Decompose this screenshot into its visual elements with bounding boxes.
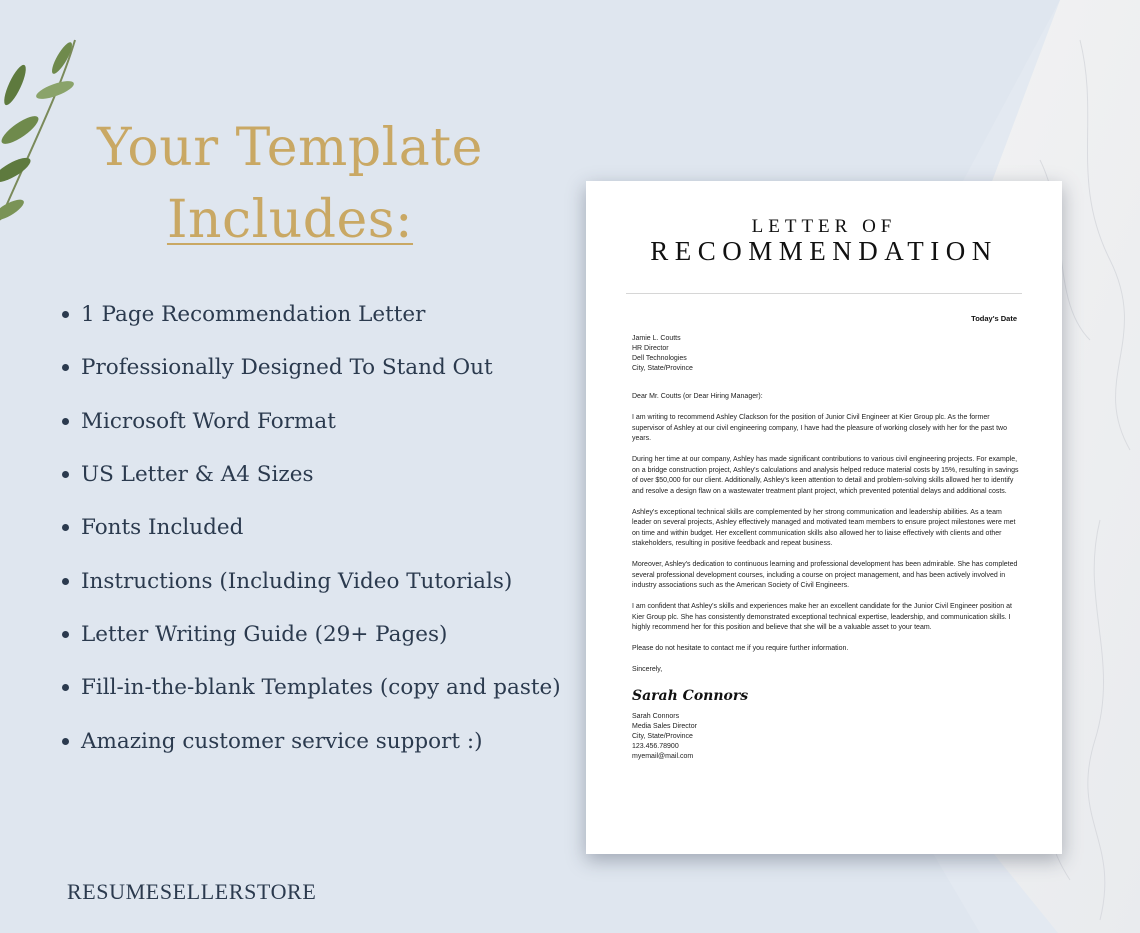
- letter-date: Today's Date: [971, 314, 1017, 323]
- letter-title-small: LETTER OF: [751, 216, 897, 237]
- recipient-block: [632, 334, 1022, 374]
- feature-item: [62, 714, 561, 767]
- letter-paragraph: During her time at our company, Ashley has made significant contributions to various civil engineering projects. For example, on a bridge construction project, Ashley's calculations and analysis helped reduce material costs by 15%, resulting in savings of over $50,000 for our client. Additionally, Ashley's keen attention to detail and problem-solving skills allowed her to identify and resolve a design flaw on a wastewater treatment plant project, which prevented potential delays and additional costs.: [632, 456, 1019, 495]
- feature-list: [62, 288, 561, 768]
- feature-item: [62, 448, 561, 501]
- recipient-location: City, State/Province: [632, 365, 693, 372]
- letter-body: [632, 334, 1022, 762]
- feature-text: Fonts Included: [81, 515, 244, 541]
- bullet-icon: [62, 418, 69, 425]
- letter-paragraph: I am writing to recommend Ashley Clackson for the position of Junior Civil Engineer at Kier Group plc. As the former supervisor of Ashley at our civil engineering company, I have had the pleasure of working closely with her for the past two years.: [632, 414, 1007, 442]
- sender-email: myemail@mail.com: [632, 752, 694, 760]
- bullet-icon: [62, 524, 69, 531]
- brand-name: RESUMESELLERSTORE: [67, 879, 317, 904]
- feature-item: [62, 288, 561, 341]
- closing: Sincerely,: [632, 666, 663, 673]
- bullet-icon: [62, 684, 69, 691]
- headline: [60, 112, 520, 256]
- letter-paragraph: Ashley's exceptional technical skills are complemented by her strong communication and leadership abilities. As a team leader on several projects, Ashley effectively managed and motivated team members to ensure project milestones were met on time and within budget. Her excellent communication skills also allowed her to liaise effectively with clients and other stakeholders, resulting in positive feedback and repeat business.: [632, 508, 1016, 547]
- recipient-company: Dell Technologies: [632, 355, 687, 362]
- bullet-icon: [62, 471, 69, 478]
- feature-item: [62, 554, 561, 607]
- letter-preview: [586, 181, 1062, 854]
- recipient-name: Jamie L. Coutts: [632, 335, 681, 342]
- divider: [626, 293, 1022, 294]
- letter-paragraph: Please do not hesitate to contact me if you require further information.: [632, 645, 849, 652]
- feature-text: Microsoft Word Format: [81, 408, 336, 434]
- bullet-icon: [62, 631, 69, 638]
- bullet-icon: [62, 364, 69, 371]
- feature-text: 1 Page Recommendation Letter: [81, 302, 426, 328]
- sender-name: Sarah Connors: [632, 712, 680, 720]
- bullet-icon: [62, 578, 69, 585]
- sender-location: City, State/Province: [632, 732, 693, 740]
- feature-item: [62, 608, 561, 661]
- feature-text: Professionally Designed To Stand Out: [81, 355, 493, 381]
- headline-line-2: Includes:: [166, 190, 414, 250]
- letter-title-large: RECOMMENDATION: [650, 236, 998, 266]
- headline-line-1: Your Template: [97, 118, 483, 178]
- feature-text: Amazing customer service support :): [81, 728, 483, 754]
- salutation: Dear Mr. Coutts (or Dear Hiring Manager):: [632, 393, 763, 400]
- feature-text: Instructions (Including Video Tutorials): [81, 568, 513, 594]
- bullet-icon: [62, 738, 69, 745]
- letter-paragraph: Moreover, Ashley's dedication to continuous learning and professional development has been admirable. She has completed several professional development courses, including a course on project management, and has been actively involved in industry associations such as the American Society of Civil Engineers.: [632, 561, 1018, 589]
- feature-item: [62, 341, 561, 394]
- feature-item: [62, 501, 561, 554]
- sender-phone: 123.456.78900: [632, 742, 679, 750]
- recipient-title: HR Director: [632, 345, 669, 352]
- signature: Sarah Connors: [632, 687, 749, 704]
- feature-text: Letter Writing Guide (29+ Pages): [81, 621, 448, 647]
- feature-text: US Letter & A4 Sizes: [81, 462, 314, 488]
- feature-item: [62, 661, 561, 714]
- feature-item: [62, 395, 561, 448]
- sender-title: Media Sales Director: [632, 722, 697, 730]
- sender-block: [632, 712, 1022, 762]
- feature-text: Fill-in-the-blank Templates (copy and paste): [81, 675, 561, 701]
- letter-paragraph: I am confident that Ashley's skills and experiences make her an excellent candidate for the Junior Civil Engineer position at Kier Group plc. She has consistently demonstrated exceptional technical expertise, leadership, and communication skills. I highly recommend her for this position and believe that she will be a valuable asset to your team.: [632, 603, 1012, 631]
- bullet-icon: [62, 311, 69, 318]
